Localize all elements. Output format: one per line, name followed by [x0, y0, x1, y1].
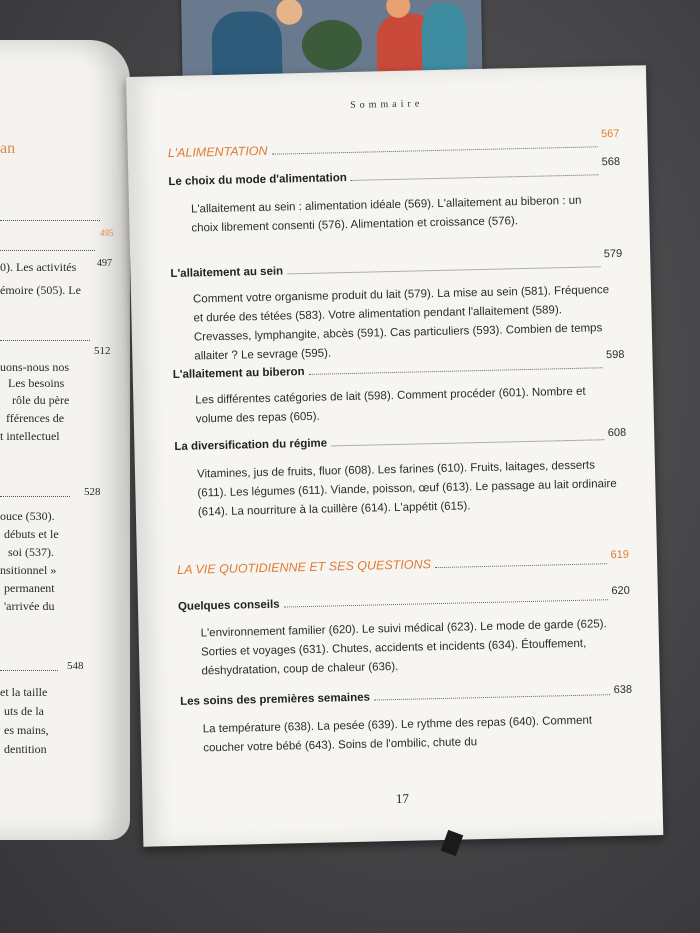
dot-leader: [0, 670, 58, 671]
toc-entry-heading: [174, 426, 627, 453]
left-line: émoire (505). Le: [0, 283, 81, 297]
left-line: dentition: [4, 742, 47, 756]
left-line: 'arrivée du: [4, 599, 55, 613]
toc-entry-heading: [177, 584, 630, 613]
entry-page: 568: [601, 155, 621, 169]
section-heading: [177, 548, 630, 577]
entry-title: L'allaitement au biberon: [172, 366, 305, 382]
toc-entry-heading: [168, 155, 621, 189]
left-heading-fragment: an: [0, 140, 16, 157]
left-line: rôle du père: [12, 393, 70, 407]
left-line: uons-nous nos: [0, 360, 70, 374]
toc-entry-heading: [180, 683, 633, 708]
dot-leader: [272, 146, 598, 154]
entry-title: L'allaitement au sein: [170, 265, 284, 281]
entry-title: Le choix du mode d'alimentation: [168, 172, 347, 189]
left-page-num: 528: [84, 486, 101, 498]
left-line: t intellectuel: [0, 429, 60, 443]
illustration-figure: [211, 11, 282, 82]
left-line: et la taille: [0, 685, 48, 699]
entry-description: Comment votre organisme produit du lait (579). La mise au sein (581). Fréquence et durée des tétées (583). Votre alimentation pendant l'allaitement (589). Crevasses, lymphangite, abcès (591). Cas particuliers (593). Combien de temps allaiter ? Le sevrage (595).: [192, 284, 610, 363]
dot-leader: [331, 439, 604, 446]
entry-description: L'allaitement au sein : alimentation idéale (569). L'allaitement au biberon : un choix librement consenti (576). Alimentation et croissance (576).: [190, 194, 582, 235]
dot-leader: [351, 174, 598, 181]
toc-entry-heading: [170, 247, 623, 281]
dot-leader: [435, 563, 607, 568]
illustration-foliage: [301, 19, 362, 70]
dot-leader: [309, 367, 603, 375]
left-line: es mains,: [4, 723, 49, 737]
left-line: soi (537).: [8, 545, 54, 559]
entry-title: La diversification du régime: [174, 437, 328, 453]
section-title: LA VIE QUOTIDIENNE ET SES QUESTIONS: [177, 557, 432, 577]
left-line: nsitionnel »: [0, 563, 57, 577]
left-line: Les besoins: [8, 376, 65, 390]
left-line: uts de la: [4, 704, 44, 718]
illustration-head: [276, 0, 302, 25]
illustration-figure: [421, 3, 467, 74]
dot-leader: [287, 266, 600, 274]
entry-page: 608: [607, 426, 627, 440]
entry-description: L'environnement familier (620). Le suivi médical (623). Le mode de garde (625). Sorties et voyages (631). Chutes, accidents et incidents (634). Étouffement, déshydratation, coup de chaleur (636).: [200, 618, 607, 678]
section-page: 567: [600, 127, 620, 141]
left-line: 0). Les activités: [0, 260, 77, 274]
entry-title: Les soins des premières semaines: [180, 691, 371, 708]
left-page: [0, 40, 130, 840]
entry-description: La température (638). La pesée (639). Le rythme des repas (640). Comment coucher votre bébé (643). Soins de l'ombilic, chute du: [202, 714, 593, 755]
entry-page: 638: [613, 683, 633, 697]
section-title: L'ALIMENTATION: [167, 143, 268, 161]
dot-leader: [0, 220, 100, 221]
page-number: 17: [395, 790, 410, 807]
left-page-num: 512: [94, 345, 111, 357]
dot-leader: [0, 496, 70, 497]
right-page: [126, 65, 663, 847]
dot-leader: [0, 340, 90, 341]
entry-page: 598: [605, 348, 625, 362]
dot-leader: [284, 599, 608, 607]
left-page-num: 548: [67, 660, 84, 672]
left-line: ouce (530).: [0, 509, 55, 523]
dot-leader: [374, 694, 610, 700]
left-line: permanent: [4, 581, 55, 595]
entry-page: 579: [603, 247, 623, 261]
left-page-num: 495: [100, 228, 114, 238]
section-heading: [167, 127, 620, 161]
entry-description: Les différentes catégories de lait (598). Comment procéder (601). Nombre et volume des repas (605).: [195, 385, 586, 426]
left-page-num: 497: [97, 258, 112, 269]
section-page: 619: [610, 548, 630, 562]
left-line: fférences de: [6, 411, 65, 425]
page-header: Sommaire: [350, 98, 424, 111]
dot-leader: [0, 250, 95, 251]
left-line: débuts et le: [4, 527, 59, 541]
entry-page: 620: [611, 584, 630, 598]
entry-title: Quelques conseils: [177, 598, 280, 613]
entry-description: Vitamines, jus de fruits, fluor (608). Les farines (610). Fruits, laitages, desserts (611). Les légumes (611). Viande, poisson, œuf (613). Le passage au lait ordinaire (614). La nourriture à la cuillère (614). L'appétit (615).: [196, 459, 617, 519]
